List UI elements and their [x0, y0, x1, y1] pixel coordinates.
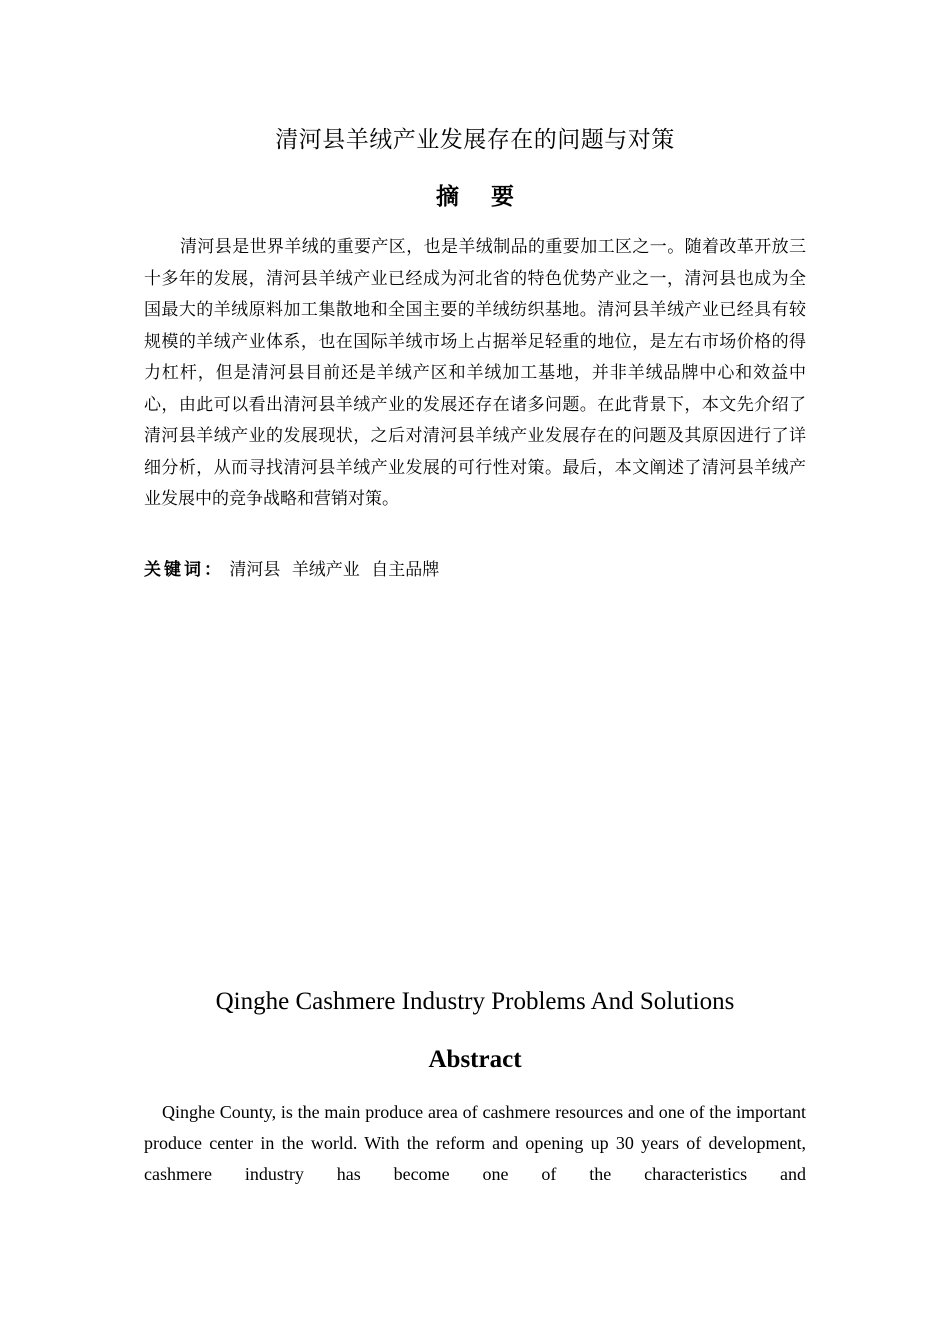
- keywords-label: 关键词：: [144, 560, 224, 580]
- chinese-keywords: [144, 555, 806, 586]
- english-title: Qinghe Cashmere Industry Problems And Solutions: [215, 988, 735, 1015]
- chinese-abstract-body: 清河县是世界羊绒的重要产区，也是羊绒制品的重要加工区之一。随着改革开放三十多年的发展，清河县羊绒产业已经成为河北省的特色优势产业之一，清河县也成为全国最大的羊绒原料加工集散地和全国主要的羊绒纺织基地。清河县羊绒产业已经具有较规模的羊绒产业体系，也在国际羊绒市场上占据举足轻重的地位，是左右市场价格的得力杠杆，但是清河县目前还是羊绒产区和羊绒加工基地，并非羊绒品牌中心和效益中心，由此可以看出清河县羊绒产业的发展还存在诸多问题。在此背景下，本文先介绍了清河县羊绒产业的发展现状，之后对清河县羊绒产业发展存在的问题及其原因进行了详细分析，从而寻找清河县羊绒产业发展的可行性对策。最后，本文阐述了清河县羊绒产业发展中的竞争战略和营销对策。: [144, 237, 806, 509]
- english-abstract-body: Qinghe County, is the main produce area of cashmere resources and one of the important produce center in the world. With the reform and opening up 30 years of development, cashmere industry has become one of the characteristics and: [144, 1102, 806, 1184]
- keyword-item: 清河县: [229, 560, 281, 580]
- english-abstract-heading: Abstract: [428, 1046, 522, 1073]
- chinese-abstract-heading: 摘 要: [435, 184, 526, 210]
- chinese-title: 清河县羊绒产业发展存在的问题与对策: [275, 127, 675, 153]
- keyword-item: 自主品牌: [371, 560, 440, 580]
- keyword-item: 羊绒产业: [291, 560, 360, 580]
